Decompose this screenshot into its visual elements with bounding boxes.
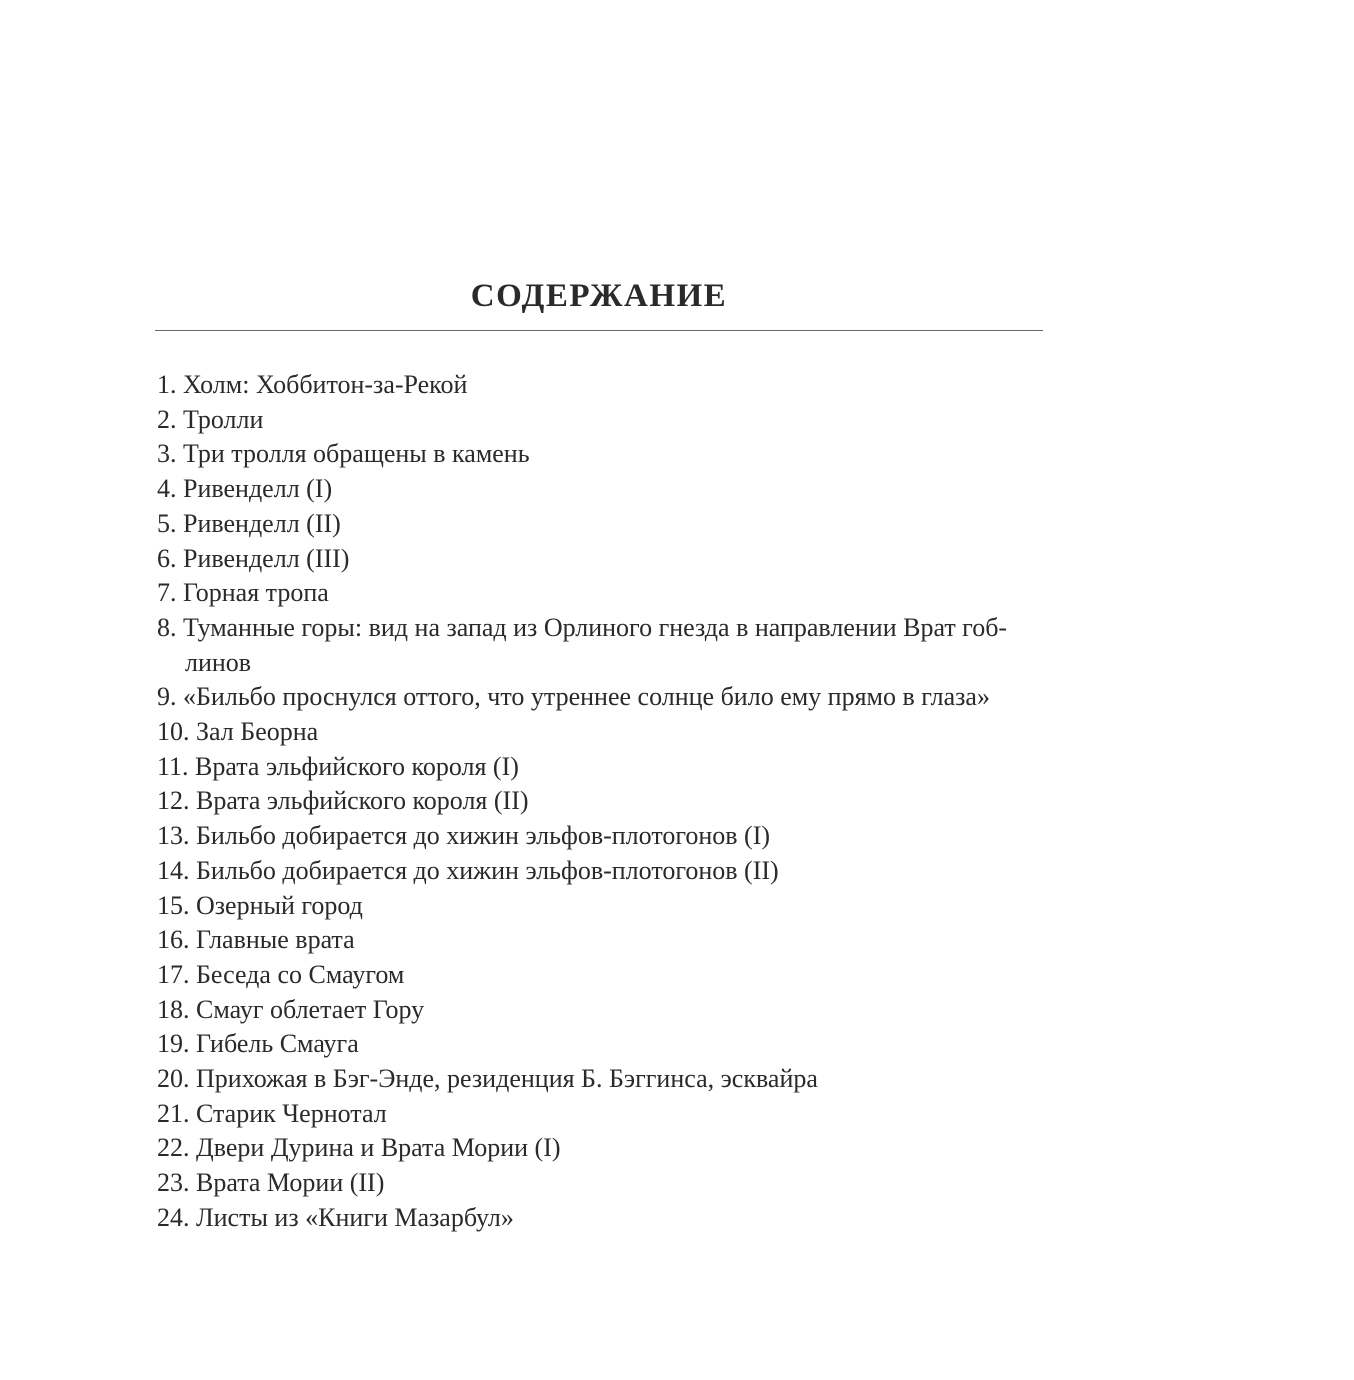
- toc-entry-15: 15. Озерный город: [157, 890, 363, 920]
- toc-entry-24: 24. Листы из «Книги Мазарбул»: [157, 1202, 514, 1232]
- toc-entry-11: 11. Врата эльфийского короля (I): [157, 751, 519, 781]
- toc-entry-22: 22. Двери Дурина и Врата Мории (I): [157, 1133, 561, 1163]
- page-title: СОДЕРЖАНИЕ: [470, 278, 728, 314]
- toc-entry-9: 9. «Бильбо проснулся оттого, что утреннее солнце било ему прямо в глаза»: [157, 682, 990, 712]
- toc-entry-8: [157, 611, 1057, 680]
- toc-entry-12: 12. Врата эльфийского короля (II): [157, 786, 529, 816]
- toc-entry-18: 18. Смауг облетает Гору: [157, 994, 425, 1024]
- toc-entry-5: 5. Ривенделл (II): [157, 508, 341, 538]
- toc-entry-21: 21. Старик Чернотал: [157, 1098, 387, 1128]
- toc-entry-6: 6. Ривенделл (III): [157, 543, 350, 573]
- toc-entry-16: 16. Главные врата: [157, 925, 355, 955]
- toc-entry-3: 3. Три тролля обращены в камень: [157, 439, 530, 469]
- toc-entry-1: 1. Холм: Хоббитон-за-Рекой: [157, 370, 468, 399]
- toc-entry-8-line-2: линов: [185, 647, 252, 677]
- toc-entry-7: 7. Горная тропа: [157, 578, 329, 608]
- toc-entry-8-line-1: 8. Туманные горы: вид на запад из Орлиного гнезда в направлении Врат гоб-: [157, 612, 1008, 642]
- toc-entry-19: 19. Гибель Смауга: [157, 1029, 359, 1059]
- toc-entry-14: 14. Бильбо добирается до хижин эльфов-плотогонов (II): [157, 855, 779, 885]
- toc-entry-17: 17. Беседа со Смаугом: [157, 959, 405, 989]
- toc-entry-2: 2. Тролли: [157, 404, 264, 434]
- toc-entry-10: 10. Зал Беорна: [157, 717, 319, 747]
- toc-entry-13: 13. Бильбо добирается до хижин эльфов-плотогонов (I): [157, 821, 771, 851]
- toc-entry-20: 20. Прихожая в Бэг-Энде, резиденция Б. Бэггинса, эсквайра: [157, 1064, 818, 1094]
- table-of-contents: [157, 368, 1057, 1236]
- title-divider: [155, 330, 1043, 331]
- toc-entry-4: 4. Ривенделл (I): [157, 474, 333, 504]
- toc-entry-23: 23. Врата Мории (II): [157, 1168, 385, 1198]
